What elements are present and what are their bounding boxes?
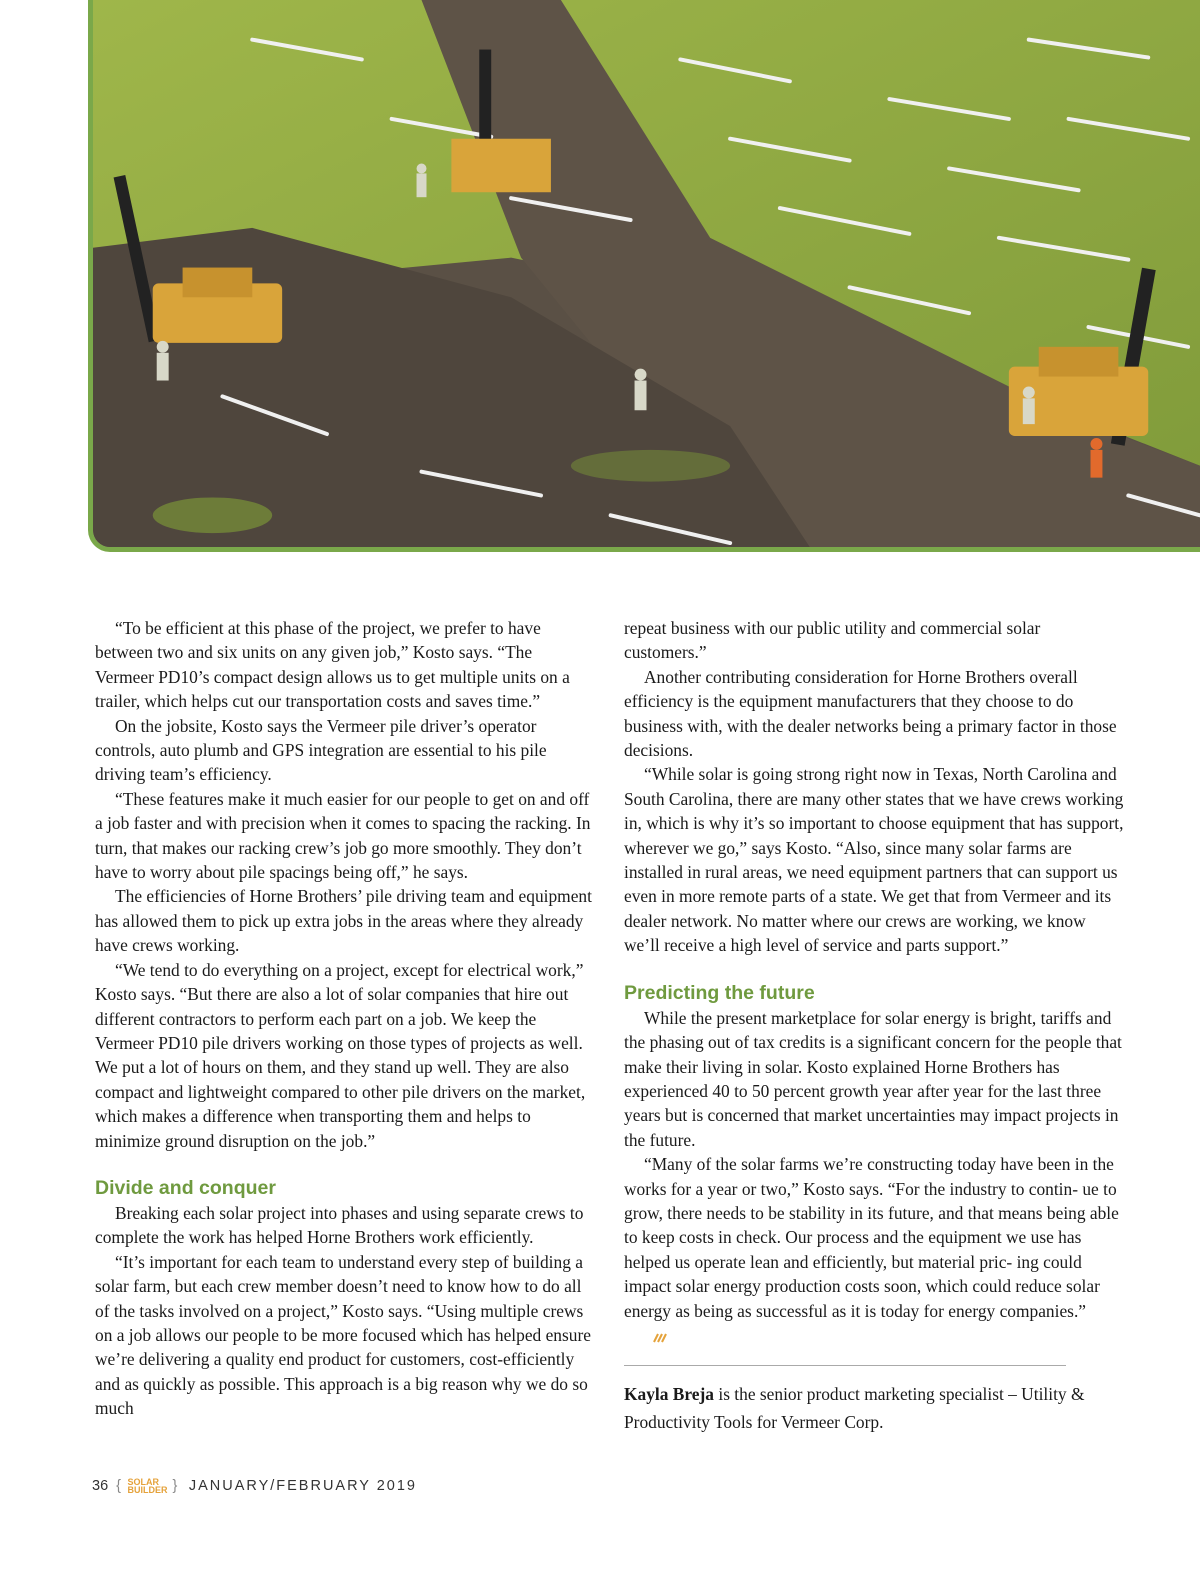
paragraph: [624, 1152, 1124, 1349]
paragraph-text: “Many of the solar farms we’re constructing today have been in the works for a year or two,” Kosto says. “For the industry to contin- ue to grow, there needs to be stability in its future, and that means being able to keep costs in check. Our process and the equipment we use has helped us operate lean and efficiently, but material pric- ing could impact solar energy production costs soon, which could reduce solar energy as being as successful as it is today for energy companies.”: [624, 1154, 1119, 1321]
divider: [624, 1365, 1066, 1366]
brace-open: {: [116, 1478, 123, 1494]
paragraph: “To be efficient at this phase of the project, we prefer to have between two and six units on any given job,” Kosto says. “The Vermeer PD10’s compact design allows us to get multiple units on a trailer, which helps cut our transportation costs and saves time.”: [95, 618, 570, 712]
paragraph: On the jobsite, Kosto says the Vermeer pile driver’s operator controls, auto plumb and GPS integration are essential to his pile driving team’s efficiency.: [95, 715, 547, 785]
solar-builder-logo: [127, 1478, 167, 1494]
paragraph: repeat business with our public utility and commercial solar customers.”: [624, 618, 1041, 663]
paragraph: While the present marketplace for solar energy is bright, tariffs and the phasing out of tax credits is a significant concern for the people that make their living in solar. Kosto explained Horne Brothers has experienced 40 to 50 percent growth year after year for the last three years but is concerned that market uncertainties may impact projects in the future.: [624, 1007, 1122, 1150]
paragraph: “These features make it much easier for our people to get on and off a job faster and with precision when it comes to spacing the racking. In turn, that makes our racking crew’s job go more smoothly. They don’t have to worry about pile spacings being off,” he says.: [95, 788, 591, 883]
right-column: [624, 616, 1124, 1436]
issue-date: JANUARY/FEBRUARY 2019: [188, 1478, 417, 1494]
paragraph: “While solar is going strong right now in Texas, North Carolina and South Carolina, there are many other states that we have crews working in, which is why it’s so important to choose equipment that has support, wherever we go,” says Kosto. “Also, since many solar farms are installed in rural areas, we need equipment partners that can support us even in more remote parts of a state. We get that from Vermeer and its dealer network. No matter where our crews are working, we know we’ll receive a high level of service and parts support.”: [624, 764, 1124, 956]
logo-top: SOLAR: [127, 1477, 159, 1487]
page-number: 36: [92, 1478, 109, 1494]
author-name: Kayla Breja: [624, 1384, 715, 1405]
aerial-site-illustration: [93, 0, 1200, 547]
author-bio: [624, 1380, 1124, 1436]
author-bio-text: is the senior product marketing specialist – Utility & Productivity Tools for Vermeer Corp.: [624, 1384, 1085, 1433]
paragraph: “It’s important for each team to understand every step of building a solar farm, but each crew member doesn’t need to know how to do all of the tasks involved on a project,” Kosto says. “Using multiple crews on a job allows our people to be more focused which has helped ensure we’re delivering a quality end product for customers, cost-efficiently and as quickly as possible. This approach is a big reason why we do so much: [95, 1251, 591, 1419]
left-column: [95, 616, 593, 1421]
logo-bottom: BUILDER: [127, 1485, 168, 1495]
paragraph: Another contributing consideration for Horne Brothers overall efficiency is the equipment manufacturers that they choose to do business with, with the dealer networks being a primary factor in those decisions.: [624, 666, 1117, 761]
page-footer: [92, 1476, 417, 1496]
section-heading: Divide and conquer: [95, 1176, 276, 1199]
paragraph: Breaking each solar project into phases and using separate crews to complete the work has helped Horne Brothers work efficiently.: [95, 1202, 584, 1248]
hero-photo: [88, 0, 1200, 552]
section-heading: Predicting the future: [624, 981, 815, 1004]
paragraph: “We tend to do everything on a project, except for electrical work,” Kosto says. “But there are also a lot of solar companies that hire out different contractors to perform each part on a job. We keep the Vermeer PD10 pile drivers working on those types of projects as well. We put a lot of hours on them, and they stand up well. They are also compact and lightweight compared to other pile drivers on the market, which makes a difference when transporting them and helps to minimize ground disruption on the job.”: [95, 959, 586, 1151]
paragraph: The efficiencies of Horne Brothers’ pile driving team and equipment has allowed them to pick up extra jobs in the areas where they already have crews working.: [95, 886, 592, 956]
brace-close: }: [172, 1478, 179, 1494]
end-mark-icon: [632, 1325, 668, 1349]
